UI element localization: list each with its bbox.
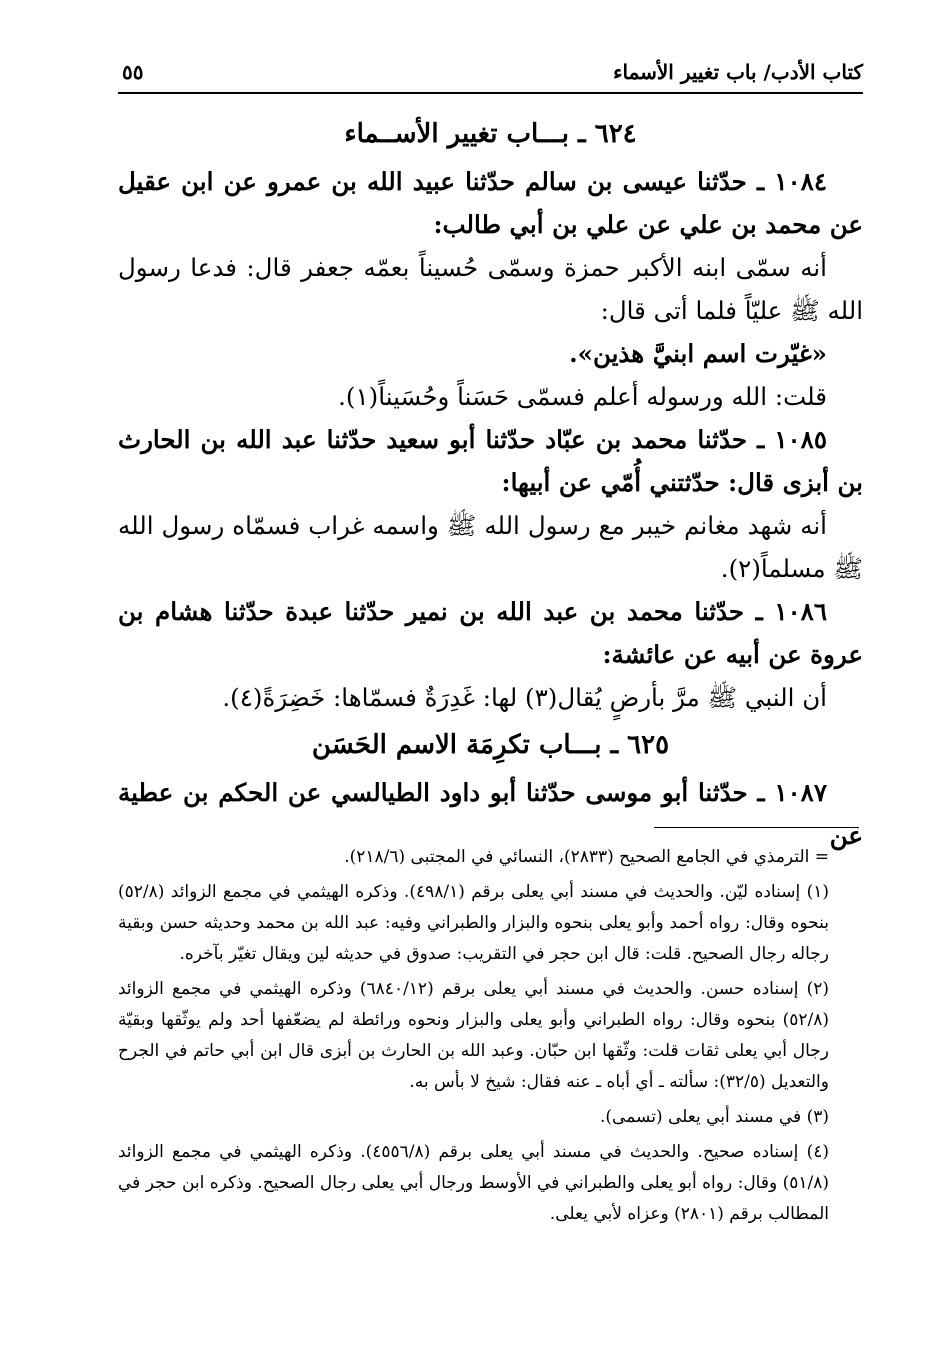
- hadith-1086-text: أن النبي ﷺ مرَّ بأرضٍ يُقال(٣) لها: غَدِرَةٌ فسمّاها: خَضِرَةً(٤).: [222, 683, 827, 712]
- footnote-1: (١) إسناده ليّن. والحديث في مسند أبي يعلى برقم (٤٩٨/١). وذكره الهيثمي في مجمع الزوائد (٥٢/٨) بنحوه وقال: رواه أحمد وأبو يعلى بنحوه والبزار والطبراني وفيه: عبد الله بن محمد وحديثه حسن وبقية رجاله رجال الصحيح. قلت: قال ابن حجر في التقريب: صدوق في حديثه لين ويقال تغيّر بآخره.: [118, 882, 829, 964]
- chapter-heading-625: ٦٢٥ ـ بـــاب تكرِمَة الاسم الحَسَن: [311, 730, 670, 760]
- hadith-1087-isnad: ١٠٨٧ ـ حدّثنا أبو موسى حدّثنا أبو داود الطيالسي عن الحكم بن عطية عن: [118, 778, 863, 850]
- hadith-1085-isnad: ١٠٨٥ ـ حدّثنا محمد بن عبّاد حدّثنا أبو سعيد حدّثنا عبد الله بن الحارث بن أبزى قال: حدّثتني أُمّي عن أبيها:: [118, 425, 863, 497]
- footnote-divider: [654, 827, 859, 828]
- page-number: ٥٥: [122, 60, 144, 84]
- hadith-1085-text: أنه شهد مغانم خيبر مع رسول الله ﷺ واسمه غراب فسمّاه رسول الله ﷺ مسلماً(٢).: [118, 511, 863, 583]
- hadith-1084-reply: قلت: الله ورسوله أعلم فسمّى حَسَناً وحُسَيناً(١).: [338, 382, 827, 411]
- main-text: [118, 108, 863, 857]
- hadith-1086-isnad: ١٠٨٦ ـ حدّثنا محمد بن عبد الله بن نمير حدّثنا عبدة حدّثنا هشام بن عروة عن أبيه عن عائشة:: [118, 597, 863, 669]
- running-title: كتاب الأدب/ باب تغيير الأسماء: [613, 60, 863, 84]
- page-header: [118, 60, 863, 94]
- hadith-1084-isnad: ١٠٨٤ ـ حدّثنا عيسى بن سالم حدّثنا عبيد الله بن عمرو عن ابن عقيل عن محمد بن علي عن علي بن أبي طالب:: [118, 167, 863, 239]
- hadith-1084-quote: «غيّرت اسم ابنيَّ هذين».: [569, 339, 827, 368]
- footnote-4: (٤) إسناده صحيح. والحديث في مسند أبي يعلى برقم (٤٥٥٦/٨). وذكره الهيثمي في مجمع الزوائد (٥١/٨) وقال: رواه أبو يعلى والطبراني في الأوسط ورجال أبي يعلى رجال الصحيح. وذكره ابن حجر في المطالب برقم (٢٨٠١) وعزاه لأبي يعلى.: [118, 1142, 829, 1224]
- footnote-continuation: = الترمذي في الجامع الصحيح (٢٨٣٣)، النسائي في المجتبى (٢١٨/٦).: [344, 847, 829, 867]
- chapter-heading-624: ٦٢٤ ـ بـــاب تغيير الأســماء: [344, 119, 637, 149]
- footnote-3: (٣) في مسند أبي يعلى (تسمى).: [600, 1107, 829, 1127]
- footnotes: [118, 842, 863, 1234]
- hadith-1084-text: أنه سمّى ابنه الأكبر حمزة وسمّى حُسيناً بعمّه جعفر قال: فدعا رسول الله ﷺ عليّاً فلما أتى قال:: [118, 253, 863, 325]
- footnote-2: (٢) إسناده حسن. والحديث في مسند أبي يعلى برقم (٦٨٤٠/١٢) وذكره الهيثمي في مجمع الزوائد (٥٢/٨) بنحوه وقال: رواه الطبراني وأبو يعلى والبزار ونحوه ورائطة لم يضعّفها أحد ولم يوثّقها وبقيّة رجال أبي يعلى ثقات قلت: وثّقها ابن حبّان. وعبد الله بن الحارث بن أبزى قال ابن أبي حاتم في الجرح والتعديل (٣٢/٥): سألته ـ أي أباه ـ عنه فقال: شيخ لا بأس به.: [118, 979, 829, 1092]
